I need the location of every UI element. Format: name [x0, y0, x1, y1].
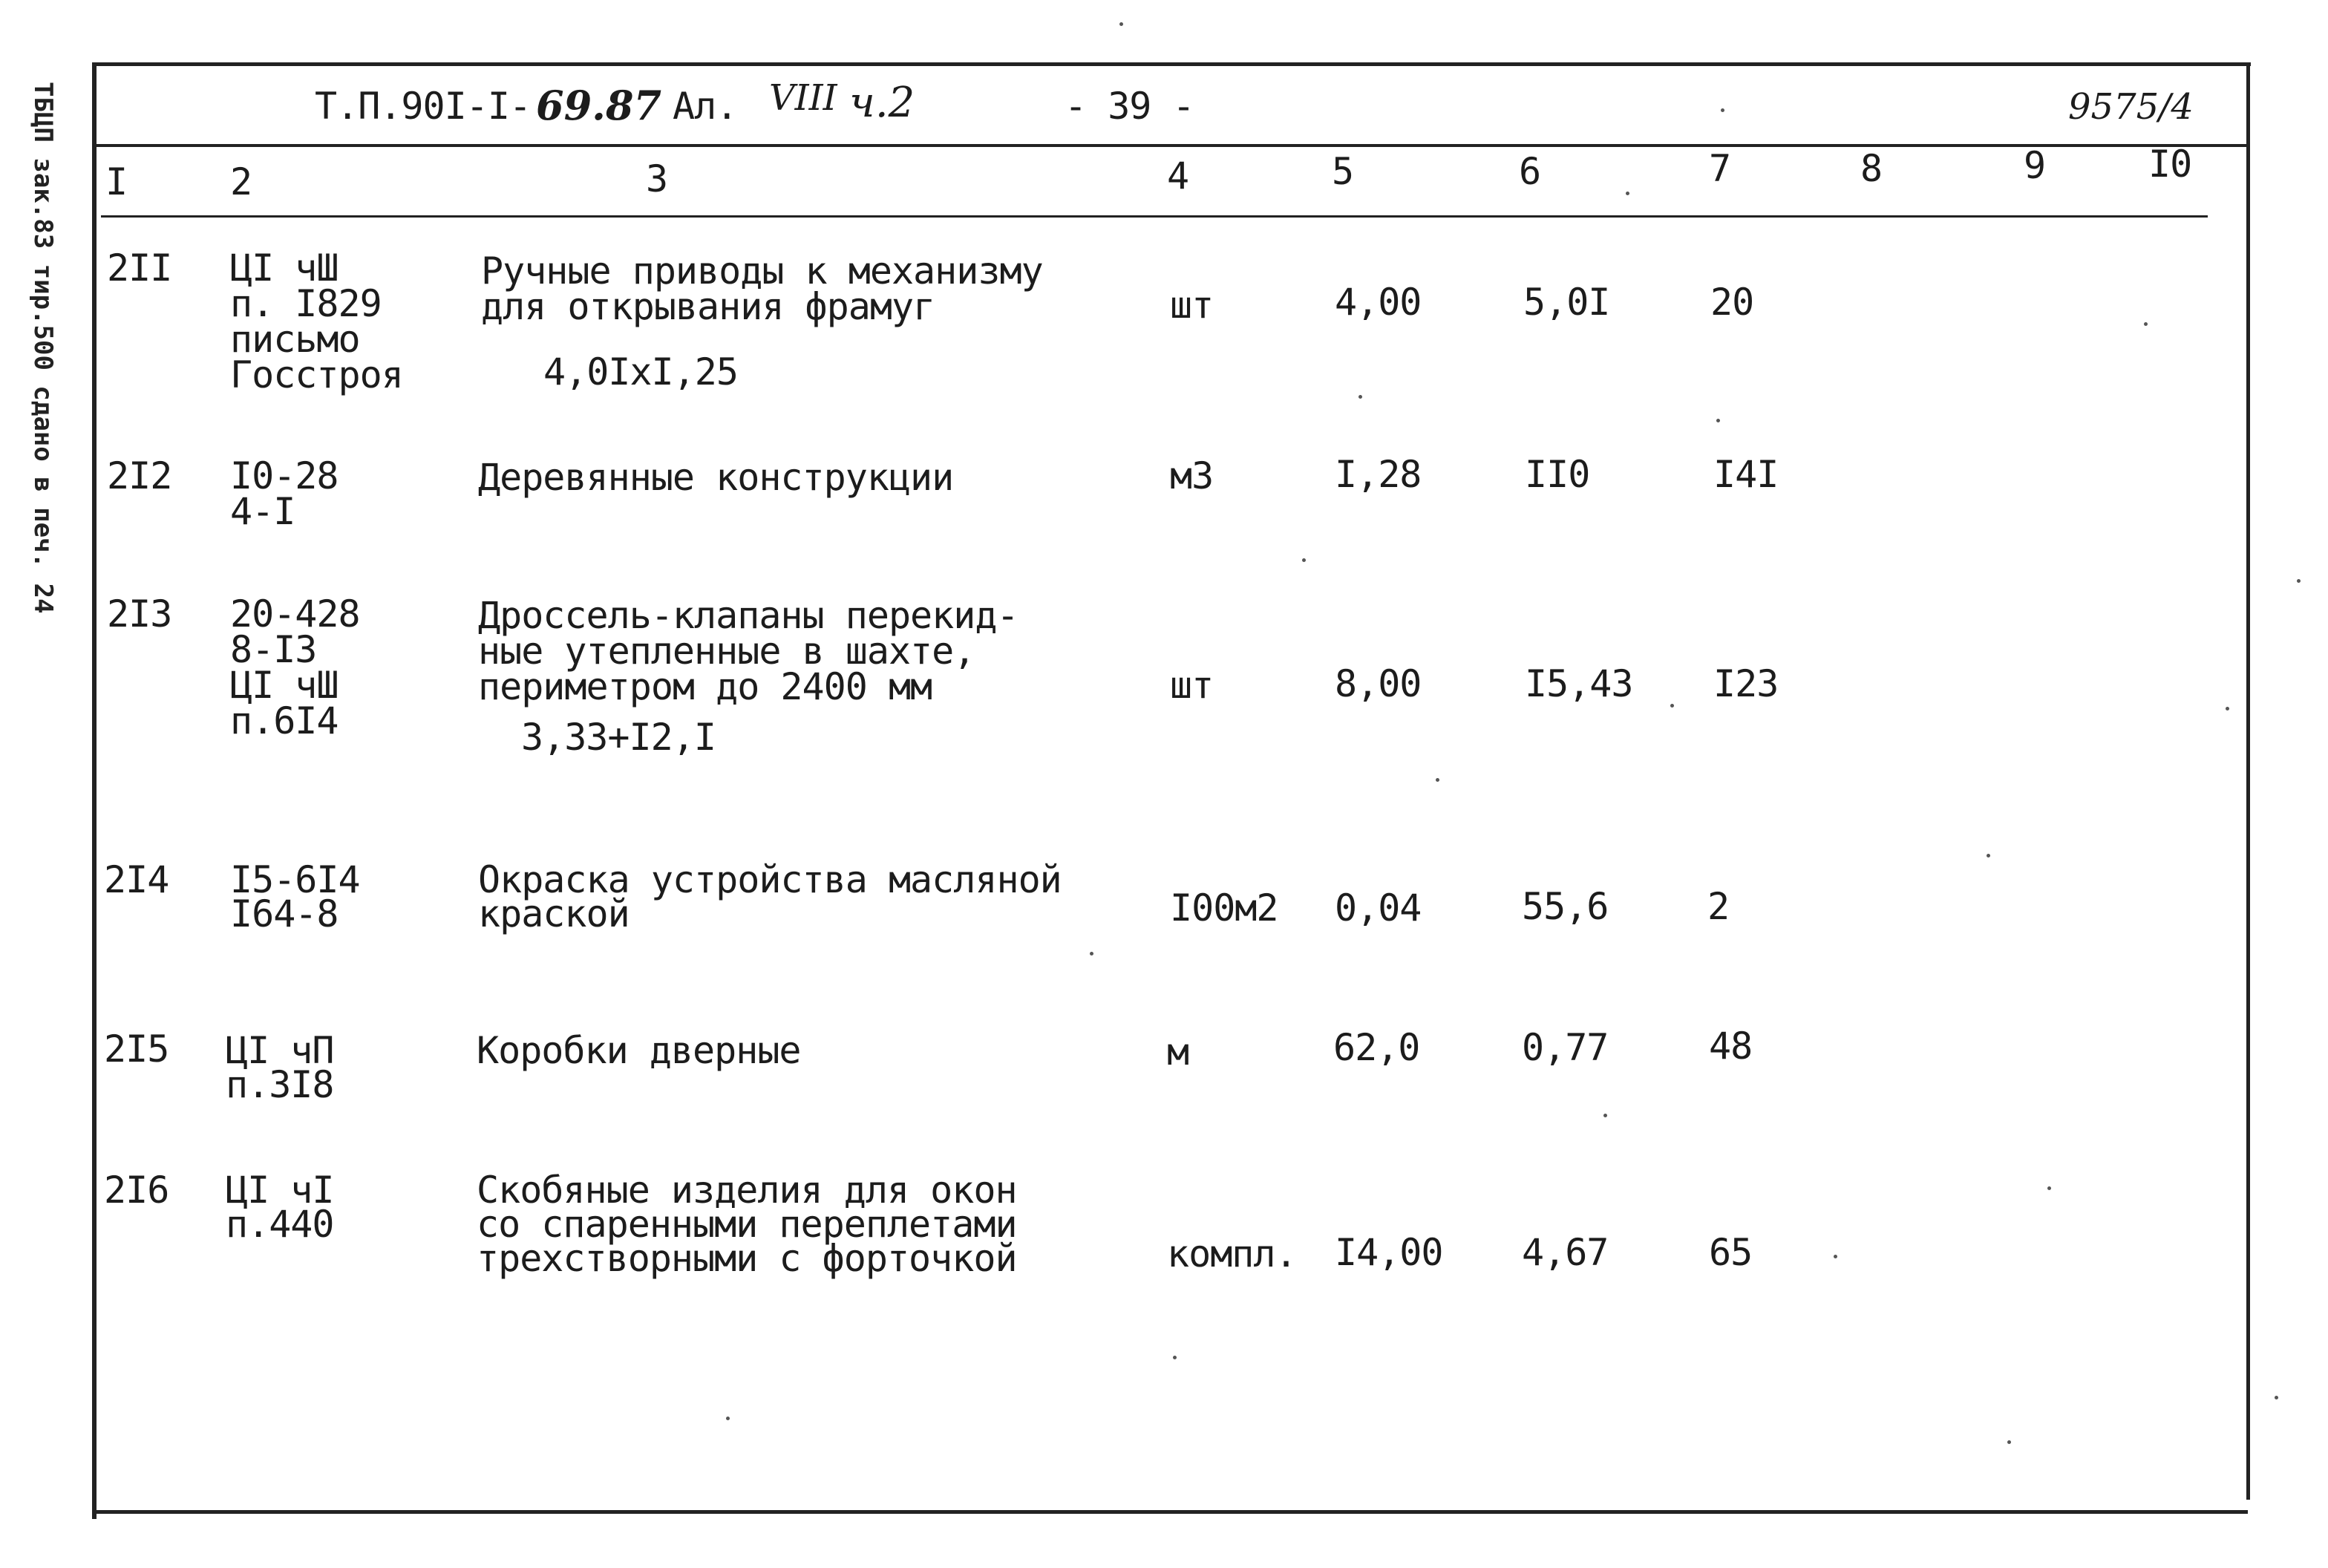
work-name-line: Коробки дверные — [477, 1029, 801, 1072]
work-name-line: Скобяные изделия для окон — [477, 1169, 1017, 1212]
scan-speck — [2297, 579, 2301, 583]
scan-speck — [2275, 1396, 2278, 1399]
scan-speck — [1670, 704, 1674, 708]
scan-speck — [2144, 322, 2148, 326]
total-cost: I4I — [1713, 453, 1779, 496]
row-number: 2I5 — [104, 1028, 169, 1071]
total-cost: 48 — [1709, 1025, 1753, 1068]
price-code-line: I5-6I4 — [230, 858, 360, 901]
row-number: 2I3 — [107, 592, 172, 636]
price-code-line: I64-8 — [230, 892, 339, 935]
row-number: 2I6 — [104, 1169, 169, 1212]
price-code-line: 20-428 — [230, 592, 360, 636]
unit: м3 — [1170, 454, 1214, 497]
row-number: 2I2 — [107, 454, 172, 497]
unit: компл. — [1167, 1232, 1297, 1275]
unit-price: 5,0I — [1523, 281, 1610, 324]
price-code-line: Госстроя — [230, 353, 403, 396]
price-code-line: 4-I — [230, 490, 295, 533]
column-number-7: 7 — [1709, 147, 1731, 190]
part-handwritten: ч.2 — [849, 79, 915, 127]
album-volume-handwritten: VIII — [769, 77, 837, 119]
unit: шт — [1170, 664, 1214, 707]
scan-speck — [2047, 1186, 2051, 1190]
work-name-line: со спаренными переплетами — [477, 1203, 1017, 1246]
column-number-1: I — [105, 160, 128, 203]
total-cost: 65 — [1709, 1231, 1753, 1274]
calculation-note: 4,0IxI,25 — [543, 350, 738, 393]
total-cost: 20 — [1710, 281, 1754, 324]
unit-price: 55,6 — [1522, 885, 1609, 928]
scan-speck — [1302, 558, 1306, 562]
scan-speck — [1987, 854, 1990, 858]
scan-speck — [1716, 419, 1720, 422]
column-number-4: 4 — [1167, 154, 1189, 197]
scan-speck — [1834, 1255, 1837, 1258]
price-code-line: п.440 — [226, 1203, 334, 1246]
work-name-line: трехстворными с форточкой — [477, 1237, 1017, 1280]
album-label: Ал. — [673, 85, 738, 128]
column-number-10: I0 — [2148, 143, 2192, 186]
column-number-3: 3 — [646, 157, 668, 200]
scan-speck — [2226, 707, 2229, 710]
row-number: 2I4 — [104, 858, 169, 901]
quantity: I,28 — [1335, 453, 1422, 496]
quantity: 62,0 — [1333, 1026, 1420, 1069]
work-name-line: Ручные приводы к механизму — [481, 249, 1043, 293]
price-code-line: ЦI чШ — [230, 246, 339, 290]
calculation-note: 3,33+I2,I — [521, 716, 716, 759]
scan-speck — [1626, 192, 1629, 195]
unit: м — [1167, 1030, 1189, 1074]
price-code-line: 8-I3 — [230, 628, 317, 671]
price-code-line: I0-28 — [230, 454, 339, 497]
work-name-line: Окраска устройства масляной — [478, 858, 1062, 901]
page-number: - 39 - — [1065, 85, 1194, 128]
unit-price: 4,67 — [1522, 1231, 1609, 1274]
quantity: I4,00 — [1335, 1231, 1443, 1274]
scan-speck — [1090, 952, 1093, 956]
total-cost: 2 — [1707, 885, 1730, 928]
price-code-line: п. I829 — [230, 282, 382, 325]
scan-speck — [1173, 1356, 1177, 1359]
column-header-rule — [101, 215, 2208, 218]
price-code-line: ЦI чI — [226, 1169, 334, 1212]
scan-speck — [1119, 22, 1123, 26]
margin-print-stamp — [28, 82, 58, 614]
quantity: 8,00 — [1335, 662, 1422, 705]
scan-speck — [1358, 395, 1362, 399]
document-code-prefix: Т.П.90I-I- — [315, 85, 532, 128]
price-code-line: ЦI чП — [226, 1029, 334, 1072]
scan-speck — [1436, 778, 1439, 782]
frame-left-border — [92, 62, 97, 1519]
work-name-line: Дроссель-клапаны перекид- — [478, 594, 1018, 637]
unit-price: 0,77 — [1522, 1026, 1609, 1069]
price-code-line: п.3I8 — [226, 1063, 334, 1106]
document-code-handwritten: 69.87 — [536, 82, 662, 129]
header-rule — [95, 144, 2246, 147]
work-name-line: для открывания фрамуг — [481, 285, 935, 328]
column-number-9: 9 — [2024, 144, 2046, 187]
scan-speck — [1721, 108, 1724, 112]
unit-price: II0 — [1525, 453, 1590, 496]
margin-stamp-text: ТБЦП зак.83 тир.500 сдано в печ. 24 — [28, 82, 58, 614]
archive-number-handwritten: 9575/4 — [2068, 86, 2194, 128]
column-number-5: 5 — [1332, 150, 1354, 193]
column-number-2: 2 — [230, 160, 252, 203]
quantity: 4,00 — [1335, 281, 1422, 324]
price-code-line: ЦI чШ — [230, 664, 339, 707]
unit: I00м2 — [1170, 886, 1278, 930]
unit: шт — [1170, 284, 1214, 327]
work-name-line: краской — [478, 892, 630, 935]
scan-speck — [726, 1417, 730, 1420]
scan-speck — [1603, 1114, 1607, 1117]
frame-bottom-border — [97, 1510, 2248, 1514]
unit-price: I5,43 — [1525, 662, 1633, 705]
scan-speck — [2007, 1440, 2011, 1444]
row-number: 2II — [107, 246, 172, 290]
work-name-line: Деревянные конструкции — [478, 456, 954, 499]
column-number-8: 8 — [1860, 147, 1883, 190]
frame-top-border — [92, 62, 2251, 66]
price-code-line: п.6I4 — [230, 699, 339, 742]
quantity: 0,04 — [1335, 886, 1422, 930]
price-code-line: письмо — [230, 318, 360, 361]
total-cost: I23 — [1713, 662, 1779, 705]
work-name-line: периметром до 2400 мм — [478, 665, 932, 708]
column-number-6: 6 — [1519, 150, 1541, 193]
frame-right-border — [2246, 62, 2250, 1500]
work-name-line: ные утепленные в шахте, — [478, 630, 975, 673]
